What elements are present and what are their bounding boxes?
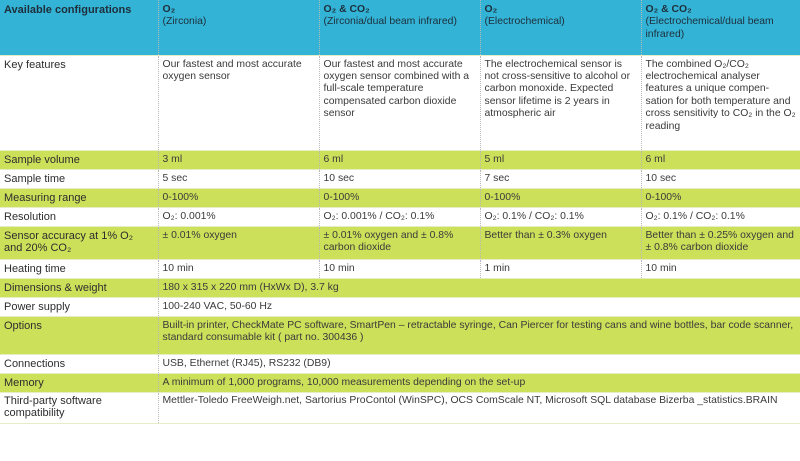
table-cell: Mettler-Toledo FreeWeigh.net, Sartorius ProContol (WinSPC), OCS ComScale NT, Microsoft SQL database Bizerba _statistics.BRAIN xyxy=(158,392,800,423)
table-cell: Our fastest and most accurate oxygen sensor combined with a full-scale temperature compensated carbon dioxide sensor xyxy=(319,55,480,150)
table-cell: 0-100% xyxy=(480,188,641,207)
table-row xyxy=(0,278,800,297)
table-row xyxy=(0,207,800,226)
row-label: Resolution xyxy=(0,207,158,226)
table-cell: Better than ± 0.3% oxygen xyxy=(480,226,641,259)
table-cell: 5 sec xyxy=(158,169,319,188)
config-title: O₂ & CO₂ xyxy=(323,4,370,15)
row-label: Memory xyxy=(0,373,158,392)
table-cell: O₂: 0.1% / CO₂: 0.1% xyxy=(480,207,641,226)
table-cell: 6 ml xyxy=(641,150,800,169)
header-config-3 xyxy=(480,0,641,55)
table-cell: 1 min xyxy=(480,259,641,278)
table-row xyxy=(0,150,800,169)
table-cell: 6 ml xyxy=(319,150,480,169)
config-title: O₂ xyxy=(162,4,176,15)
table-cell: 0-100% xyxy=(641,188,800,207)
row-label: Options xyxy=(0,316,158,354)
table-row xyxy=(0,316,800,354)
table-row xyxy=(0,259,800,278)
table-row xyxy=(0,55,800,150)
table-cell: ± 0.01% oxygen xyxy=(158,226,319,259)
header-row xyxy=(0,0,800,55)
table-cell: 100-240 VAC, 50-60 Hz xyxy=(158,297,800,316)
table-cell: Our fastest and most accurate oxygen sensor xyxy=(158,55,319,150)
table-row xyxy=(0,226,800,259)
row-label: Third-party software compatibility xyxy=(0,392,158,423)
table-cell: A minimum of 1,000 programs, 10,000 measurements depending on the set-up xyxy=(158,373,800,392)
table-cell: The combined O₂/CO₂ electrochemical analyser features a unique compen-sation for both temperature and cross sensitivity to CO₂ in the O₂ reading xyxy=(641,55,800,150)
table-cell: 10 min xyxy=(641,259,800,278)
config-subtitle: (Zirconia) xyxy=(162,16,207,28)
table-cell: 0-100% xyxy=(158,188,319,207)
table-cell: 10 min xyxy=(319,259,480,278)
table-cell: The electrochemical sensor is not cross-sensitive to alcohol or carbon monoxide. Expected sensor lifetime is 2 years in atmospheric air xyxy=(480,55,641,150)
table-cell: 3 ml xyxy=(158,150,319,169)
config-subtitle: (Electrochemical/dual beam infrared) xyxy=(645,16,774,40)
row-label: Measuring range xyxy=(0,188,158,207)
row-label: Connections xyxy=(0,354,158,373)
table-cell: USB, Ethernet (RJ45), RS232 (DB9) xyxy=(158,354,800,373)
row-label: Power supply xyxy=(0,297,158,316)
table-cell: O₂: 0.1% / CO₂: 0.1% xyxy=(641,207,800,226)
table-row xyxy=(0,373,800,392)
row-label: Dimensions & weight xyxy=(0,278,158,297)
config-title: O₂ & CO₂ xyxy=(645,4,692,15)
header-config-1 xyxy=(158,0,319,55)
row-label: Sample time xyxy=(0,169,158,188)
table-cell: 180 x 315 x 220 mm (HxWx D), 3.7 kg xyxy=(158,278,800,297)
table-cell: 10 sec xyxy=(319,169,480,188)
table-cell: 0-100% xyxy=(319,188,480,207)
config-subtitle: (Electrochemical) xyxy=(484,16,565,28)
row-label: Key features xyxy=(0,55,158,150)
config-title: O₂ xyxy=(484,4,498,15)
table-cell: Better than ± 0.25% oxygen and ± 0.8% carbon dioxide xyxy=(641,226,800,259)
header-config-2 xyxy=(319,0,480,55)
table-cell: 5 ml xyxy=(480,150,641,169)
table-row xyxy=(0,169,800,188)
table-cell: ± 0.01% oxygen and ± 0.8% carbon dioxide xyxy=(319,226,480,259)
table-cell: Built-in printer, CheckMate PC software, SmartPen – retractable syringe, Can Piercer for testing cans and wine bottles, bar code scanner, standard consumable kit ( part no. 300436 ) xyxy=(158,316,800,354)
table-cell: O₂: 0.001% xyxy=(158,207,319,226)
table-row xyxy=(0,392,800,423)
table-cell: 7 sec xyxy=(480,169,641,188)
header-config-4 xyxy=(641,0,800,55)
table-cell: 10 sec xyxy=(641,169,800,188)
table-row xyxy=(0,297,800,316)
table-row xyxy=(0,354,800,373)
table-cell: O₂: 0.001% / CO₂: 0.1% xyxy=(319,207,480,226)
row-label: Sensor accuracy at 1% O₂ and 20% CO₂ xyxy=(0,226,158,259)
row-label: Heating time xyxy=(0,259,158,278)
header-row-label: Available configurations xyxy=(0,0,158,55)
table-cell: 10 min xyxy=(158,259,319,278)
config-subtitle: (Zirconia/dual beam infrared) xyxy=(323,16,457,28)
table-row xyxy=(0,188,800,207)
row-label: Sample volume xyxy=(0,150,158,169)
